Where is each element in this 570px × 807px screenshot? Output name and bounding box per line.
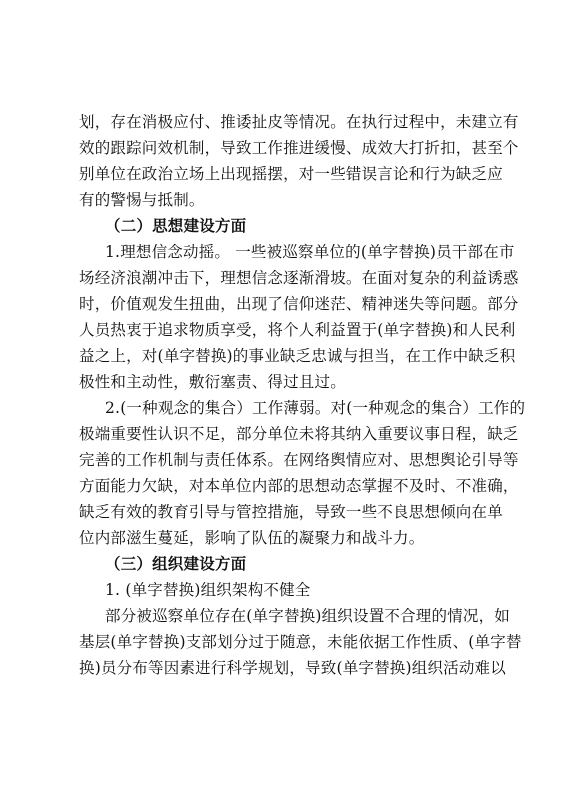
text-line: 有的警惕与抵制。 [79,191,205,209]
text-line: 部分被巡察单位存在(单字替换)组织设置不合理的情况，如 [105,607,510,625]
text-line: 时，价值观发生扭曲，出现了信仰迷茫、精神迷失等问题。部分 [79,295,519,313]
text-line: 效的跟踪问效机制，导致工作推进缓慢、成效大打折扣，甚至个 [79,139,519,157]
text-line: 换)员分布等因素进行科学规划，导致(单字替换)组织活动难以 [79,659,506,677]
text-line: 基层(单字替换)支部划分过于随意，未能依据工作性质、(单字替 [79,633,522,651]
text-line: 缺乏有效的教育引导与管控措施，导致一些不良思想倾向在单 [79,503,503,521]
section-heading: （二）思想建设方面 [105,216,247,235]
text-line: 益之上，对(单字替换)的事业缺乏忠诚与担当，在工作中缺乏积 [79,347,516,365]
text-line: 完善的工作机制与责任体系。在网络舆情应对、思想舆论引导等 [79,451,519,469]
text-line: 2.(一种观念的集合）工作薄弱。对(一种观念的集合）工作的 [105,399,526,417]
text-line: 别单位在政治立场上出现摇摆，对一些错误言论和行为缺乏应 [79,165,503,183]
text-line: 极端重要性认识不足，部分单位未将其纳入重要议事日程，缺乏 [79,425,519,443]
text-line: 人员热衷于追求物质享受，将个人利益置于(单字替换)和人民利 [79,321,516,339]
text-line: 划，存在消极应付、推诿扯皮等情况。在执行过程中，未建立有 [79,113,519,131]
text-line: 极性和主动性，敷衍塞责、得过且过。 [79,373,346,391]
text-line: 方面能力欠缺，对本单位内部的思想动态掌握不及时、不准确， [79,477,519,495]
text-line: 场经济浪潮冲击下，理想信念逐渐滑坡。在面对复杂的利益诱惑 [79,269,519,287]
text-line: 位内部滋生蔓延，影响了队伍的凝聚力和战斗力。 [79,529,425,547]
subsection-heading: 1. (单字替换)组织架构不健全 [105,581,311,599]
section-heading: （三）组织建设方面 [105,554,247,573]
text-line: 1.理想信念动摇。 一些被巡察单位的(单字替换)员干部在市 [105,243,515,261]
